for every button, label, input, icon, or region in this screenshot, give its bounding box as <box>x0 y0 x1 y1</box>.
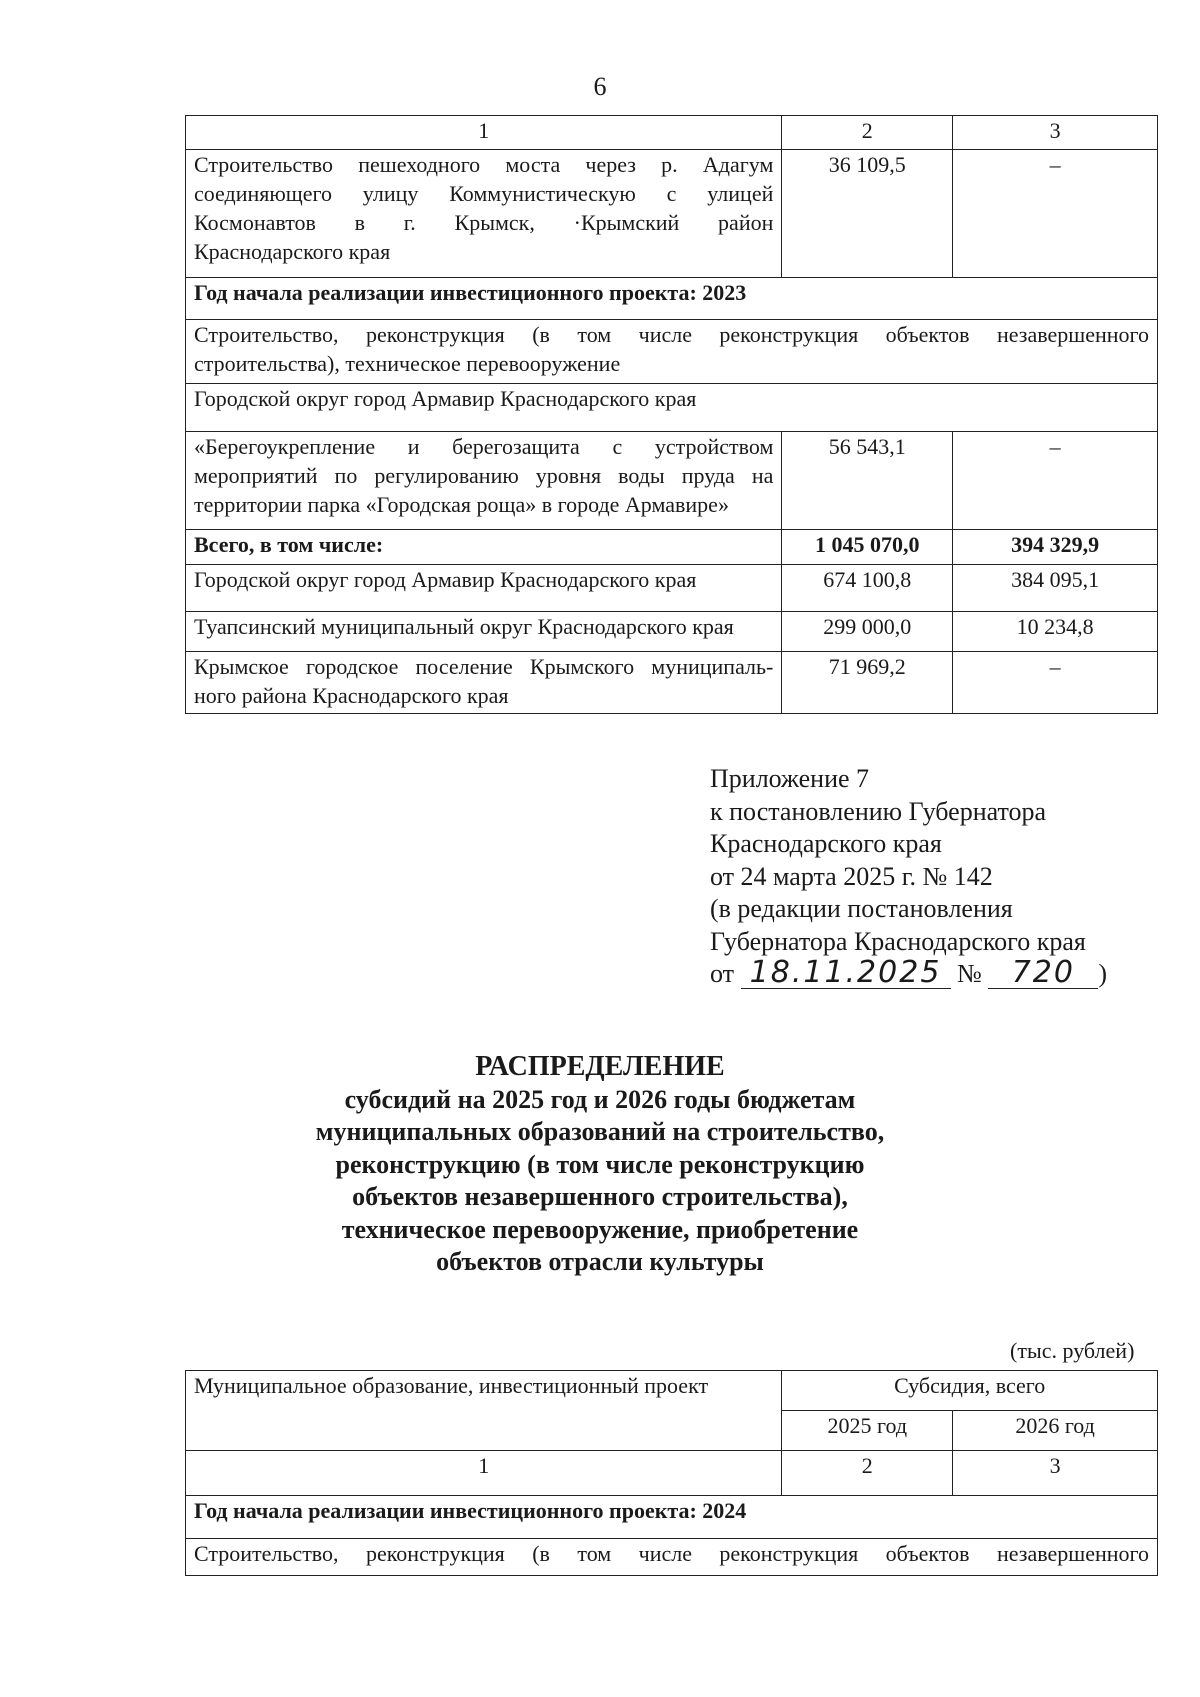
table-row <box>186 150 1158 278</box>
column-header-2026: 2026 год <box>953 1411 1158 1451</box>
title-line: объектов незавершенного строительства), <box>352 1182 848 1211</box>
column-number-1: 1 <box>186 116 782 150</box>
municipality-name: Городской округ город Армавир Краснодарского края <box>186 384 1158 432</box>
table-header-row <box>186 1451 1158 1496</box>
document-title <box>0 1051 1200 1279</box>
amount-2025: 299 000,0 <box>782 612 953 652</box>
title-line: муниципальных образований на строительство, <box>315 1117 885 1146</box>
table-row <box>186 320 1158 384</box>
total-label: Всего, в том числе: <box>186 530 782 565</box>
amount-2025: 674 100,8 <box>782 565 953 612</box>
units-note: (тыс. рублей) <box>1010 1338 1135 1363</box>
table-row <box>186 565 1158 612</box>
construction-type: Строительство, реконструкция (в том числе реконструкция объектов незавершенного строительства), техническое перевооружение <box>186 320 1158 384</box>
appendix-line: Губернатора Краснодарского края <box>710 926 1086 956</box>
title-line: субсидий на 2025 год и 2026 годы бюджетам <box>344 1084 856 1114</box>
column-number-3: 3 <box>953 116 1158 150</box>
project-name-bank-protection: «Берегоукрепление и берегозащита с устройством мероприятий по регулированию уровня воды пруда на территории парка «Городская роща» в городе Армавире» <box>186 432 782 530</box>
title-line: реконструкцию (в том числе реконструкцию <box>335 1149 865 1179</box>
column-header-2025: 2025 год <box>782 1411 953 1451</box>
municipality-name: Городской округ город Армавир Краснодарского края <box>186 565 782 612</box>
amount-2026: – <box>953 150 1158 278</box>
table-row <box>186 278 1158 320</box>
total-2026: 394 329,9 <box>953 530 1158 565</box>
page-number: 6 <box>593 72 607 101</box>
amount-2025: 71 969,2 <box>782 652 953 714</box>
table-row <box>186 1496 1158 1539</box>
column-header-subsidy: Субсидия, всего <box>782 1371 1158 1411</box>
column-number-2: 2 <box>782 116 953 150</box>
total-2025: 1 045 070,0 <box>782 530 953 565</box>
amount-2025: 56 543,1 <box>782 432 953 530</box>
handwritten-date: 18.11.2025 <box>741 958 951 989</box>
column-header-project: Муниципальное образование, инвестиционный проект <box>186 1371 782 1451</box>
amount-2026: – <box>953 652 1158 714</box>
table-row <box>186 1539 1158 1576</box>
title-heading: РАСПРЕДЕЛЕНИЕ <box>475 1051 725 1082</box>
closing-paren: ) <box>1098 959 1108 988</box>
table-row <box>186 432 1158 530</box>
table-header-row <box>186 116 1158 150</box>
amount-2026: 10 234,8 <box>953 612 1158 652</box>
column-number-3: 3 <box>953 1451 1158 1496</box>
table-row <box>186 652 1158 714</box>
year-start-heading: Год начала реализации инвестиционного проекта: 2023 <box>186 278 1158 320</box>
municipality-name: Крымское городское поселение Крымского муниципаль- ного района Краснодарского края <box>186 652 782 714</box>
table-row <box>186 612 1158 652</box>
appendix-line: (в редакции постановления <box>710 894 1013 923</box>
amount-2026: – <box>953 432 1158 530</box>
appendix-line: Краснодарского края <box>710 829 942 858</box>
municipality-name: Туапсинский муниципальный округ Краснодарского края <box>186 612 782 652</box>
column-number-1: 1 <box>186 1451 782 1496</box>
amount-2025: 36 109,5 <box>782 150 953 278</box>
column-number-2: 2 <box>782 1451 953 1496</box>
handwritten-number: 720 <box>988 958 1098 989</box>
amount-2026: 384 095,1 <box>953 565 1158 612</box>
appendix-line: от 24 марта 2025 г. № 142 <box>710 861 993 891</box>
appendix-line: Приложение 7 <box>710 764 870 793</box>
amendment-reference <box>710 955 1108 991</box>
allocation-table-continued <box>185 115 1158 714</box>
appendix-line: к постановлению Губернатора <box>710 796 1047 826</box>
table-row <box>186 384 1158 432</box>
construction-type: Строительство, реконструкция (в том числе реконструкция объектов незавершенного <box>186 1539 1158 1576</box>
appendix-block <box>710 763 1107 991</box>
number-label: № <box>957 959 982 988</box>
title-line: объектов отрасли культуры <box>436 1247 764 1276</box>
table-header-row <box>186 1371 1158 1411</box>
from-label: от <box>710 959 735 988</box>
project-name-bridge: Строительство пешеходного моста через р. Адагум соединяющего улицу Коммунистическую с улицей Космонавтов в г. Крымск, ·Крымский район Краснодарского края <box>186 150 782 278</box>
allocation-table-2024 <box>185 1370 1158 1576</box>
year-start-heading: Год начала реализации инвестиционного проекта: 2024 <box>186 1496 1158 1539</box>
total-row <box>186 530 1158 565</box>
title-line: техническое перевооружение, приобретение <box>341 1214 859 1244</box>
